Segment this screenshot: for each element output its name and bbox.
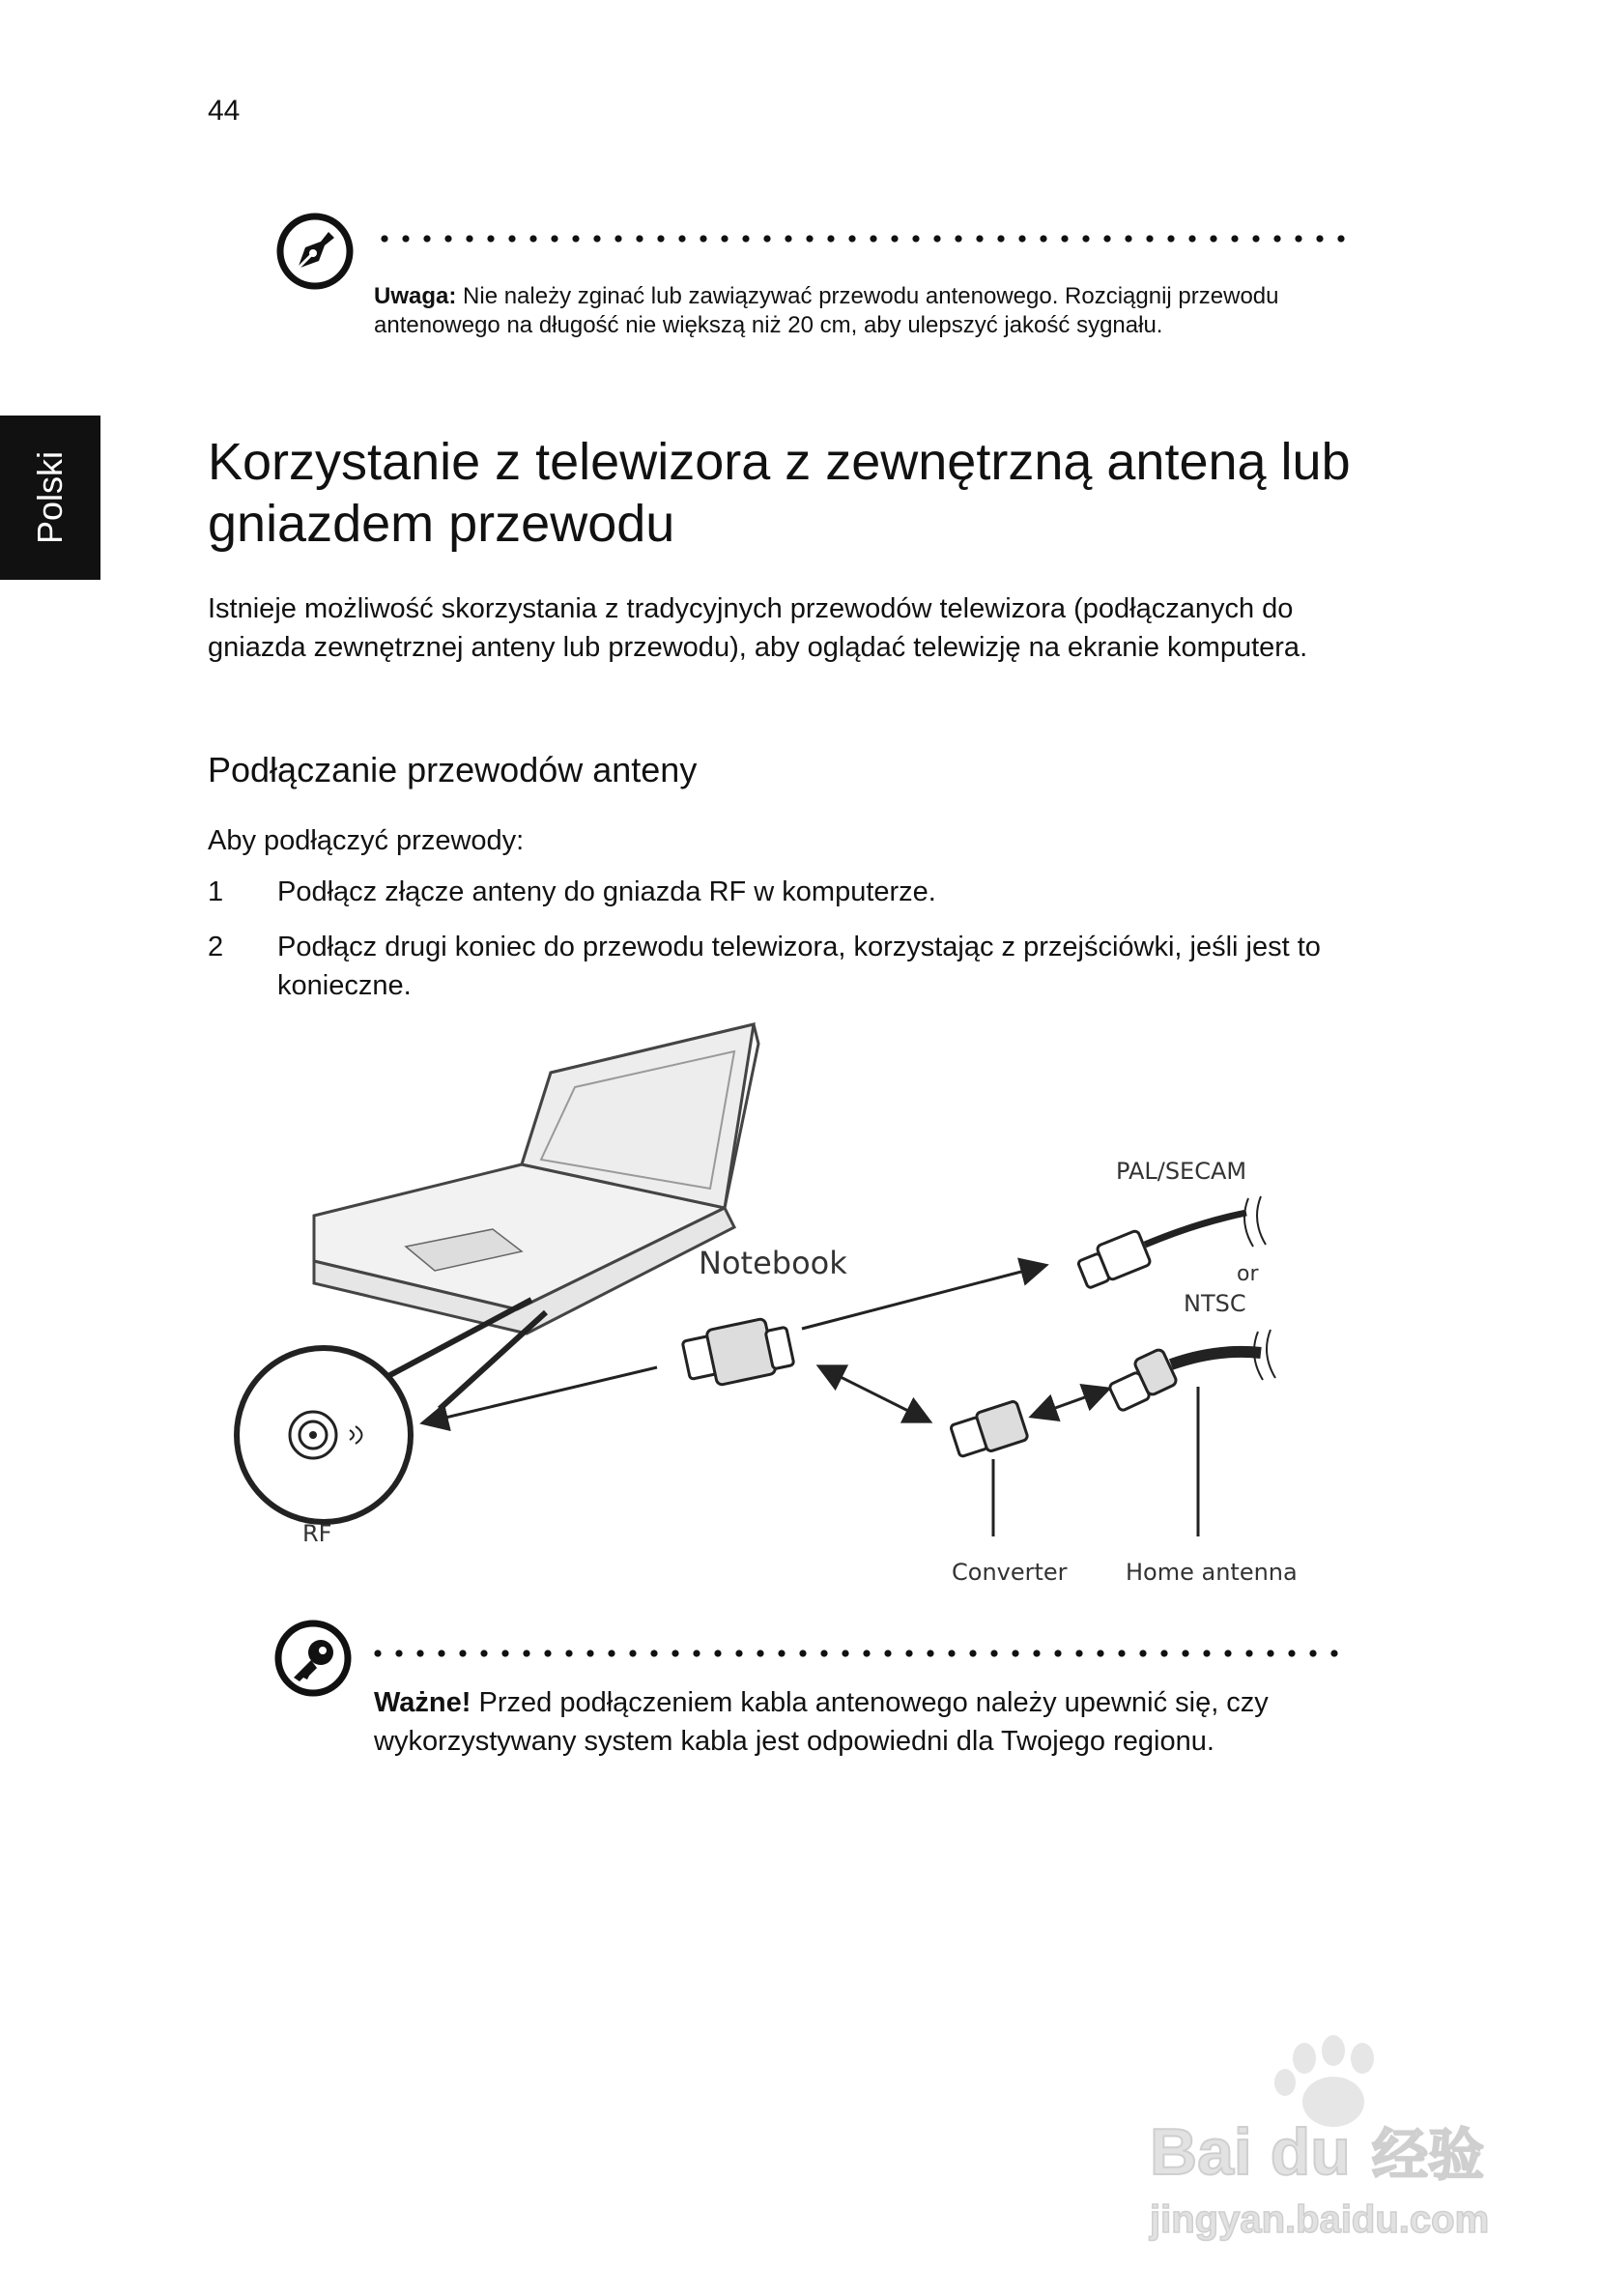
step-number: 1 [208,876,224,907]
steps-intro: Aby podłączyć przewody: [208,825,525,856]
note-divider [374,234,1350,244]
pal-secam-label: PAL/SECAM [1116,1158,1247,1185]
watermark-url: jingyan.baidu.com [1150,2198,1490,2241]
note-text [374,282,1345,340]
baidu-watermark [1130,2029,1498,2252]
important-text [374,1683,1350,1761]
pal-secam-connector [1077,1213,1246,1288]
ntsc-connector [1108,1348,1261,1536]
step-number: 2 [208,932,224,962]
ntsc-label: NTSC [1184,1290,1246,1317]
language-tab-label: Polski [30,450,70,545]
home-antenna-label: Home antenna [1126,1559,1298,1586]
note-label: Uwaga: [374,283,457,309]
notebook-connector [682,1318,794,1386]
important-body: Przed podłączeniem kabla antenowego należy upewnić się, czy wykorzystywany system kabla jest odpowiedni dla Twojego regionu. [374,1687,1269,1757]
arrow-converter-ntsc [1034,1390,1106,1416]
pen-icon [276,213,354,290]
arrow-notebook-converter [821,1367,928,1421]
section-intro: Istnieje możliwość skorzystania z tradycyjnych przewodów telewizora (podłączanych do gniazda zewnętrznej anteny lub przewodu), aby oglądać telewizję na ekranie komputera. [208,593,1308,663]
rf-port-zoom [237,1300,546,1522]
step-text: Podłącz złącze anteny do gniazda RF w komputerze. [277,876,936,907]
rf-label: RF [302,1520,332,1547]
language-tab [0,416,100,580]
page-number: 44 [208,95,241,127]
notebook-label: Notebook [699,1245,847,1281]
converter-connector [950,1400,1028,1536]
cable-break-icon [1244,1196,1266,1247]
laptop-illustration [314,1024,758,1334]
paw-icon [1274,2035,1374,2127]
converter-label: Converter [952,1559,1068,1586]
watermark-chinese: 经验 [1372,2124,1485,2187]
step-text: Podłącz drugi koniec do przewodu telewizora, korzystając z przejściówki, jeśli jest to konieczne. [277,932,1321,1001]
important-divider [367,1649,1343,1658]
watermark-brand: Bai du [1150,2115,1351,2189]
key-icon [274,1620,352,1697]
important-label: Ważne! [374,1687,471,1718]
section-title: Korzystanie z telewizora z zewnętrzną anteną lub gniazdem przewodu [208,433,1351,553]
subsection-title: Podłączanie przewodów anteny [208,750,698,789]
or-label: or [1237,1262,1259,1286]
arrow-to-rf [425,1367,657,1422]
note-body: Nie należy zginać lub zawiązywać przewodu antenowego. Rozciągnij przewodu antenowego na długość nie większą niż 20 cm, aby ulepszyć jakość sygnału. [374,283,1279,338]
antenna-connection-diagram [232,1005,1391,1604]
